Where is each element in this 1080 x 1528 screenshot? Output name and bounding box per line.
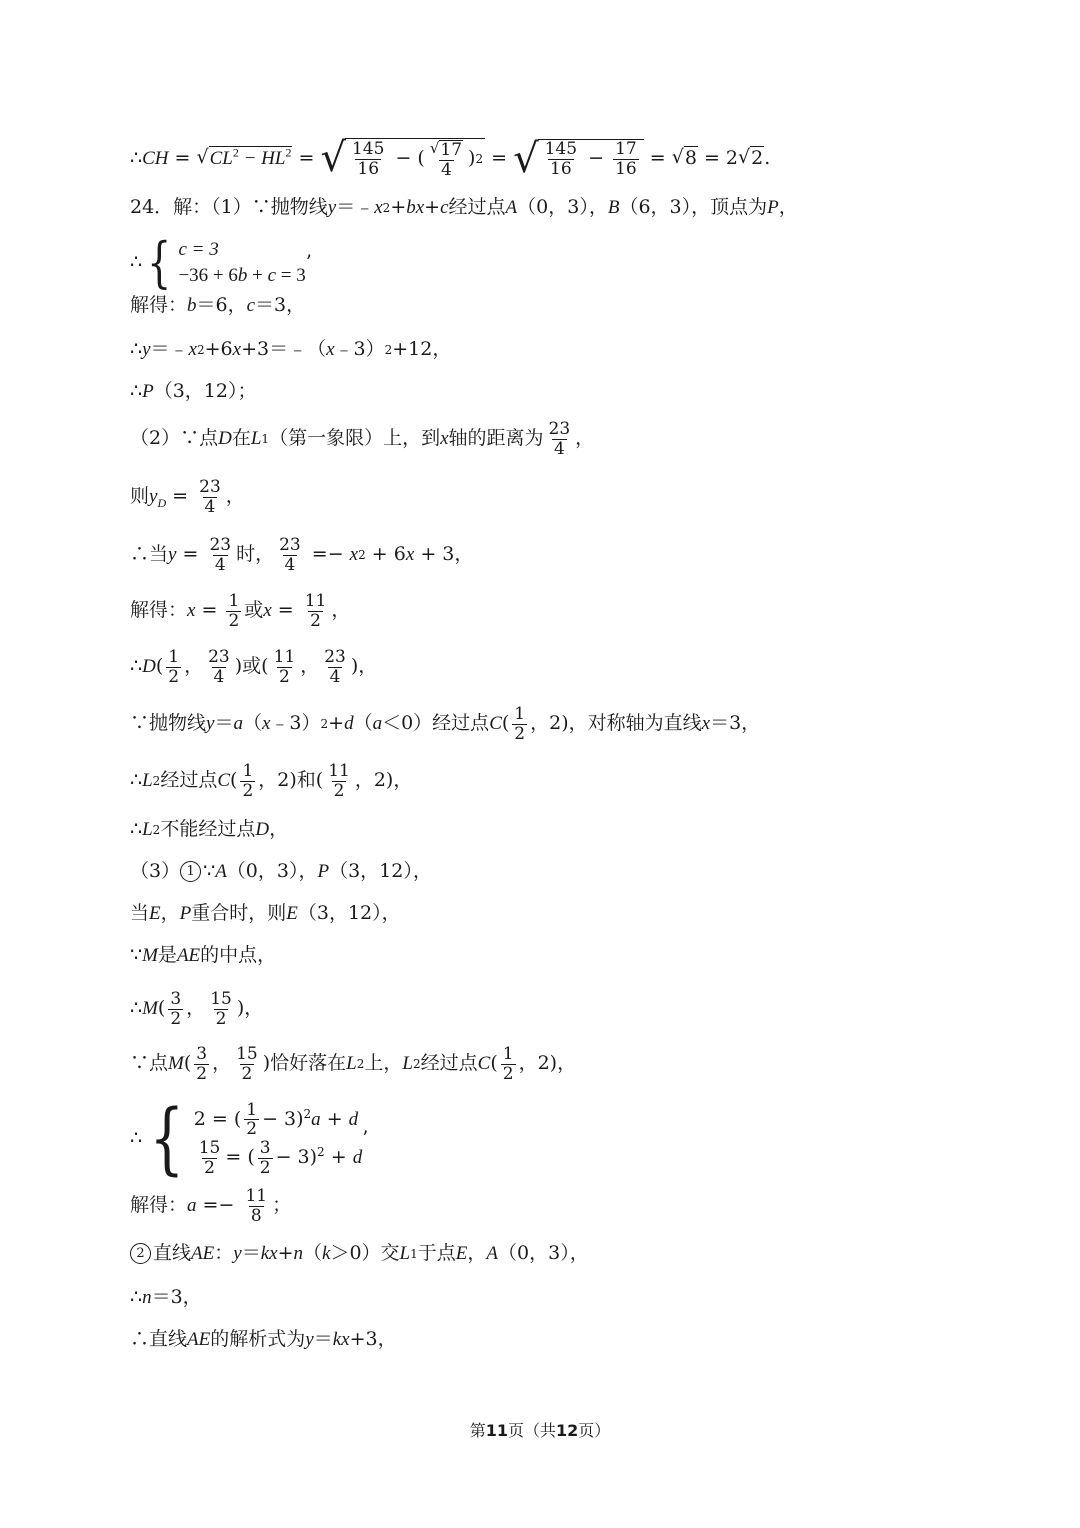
page-footer: 第11页（共12页） [469,1421,611,1440]
line-solve-bc: 解得： b ＝6， c ＝3， [130,294,306,316]
line-ch: ∴ CH = √ $CL^2 - HL^2$ = √ $\frac{145}{16}$ − ( √ 17 4 ) 2 = √ $\frac{145}{16}$ − $\frac{17}{16}$ = √ 8 = 2 √ 2 . [130,135,771,182]
line-line-ae: 2 直线 AE ： y ＝ kx + n （ k ＞0）交 L 1 于点 E ， A （0，3）， [130,1242,589,1266]
line-system-1: ∴ { c = 3 −36 + 6b + c = 3 ’ [130,231,312,294]
line-p: ∴ P （3，12）； [130,380,257,402]
line-system-2: ∴ { 2 = ( $\frac{1}{2}$ − 3)$^2$a + d $\frac{15}{2}$ = ( $\frac{3}{2}$ − 3)$^2$ + d ’ [130,1094,369,1184]
line-d-points: ∴ D ( $\frac{1}{2}$ ， $\frac{23}{4}$ )或( $\frac{11}{2}$ ， $\frac{23}{4}$ )， [130,647,378,687]
line-solve-a: 解得： a =− $\frac{11}{8}$ ； [130,1186,292,1226]
line-m: ∴ M ( $\frac{3}{2}$ ， $\frac{15}{2}$ )， [130,989,264,1029]
line-solve-x: 解得： x = $\frac{1}{2}$ 或 x = $\frac{11}{2}$ ， [130,591,351,631]
line-l2-points: ∴ L 2 经过点 C ( $\frac{1}{2}$ ，2)和( $\frac{11}{2}$ ，2)， [130,761,413,801]
line-e-p: 当 E ， P 重合时，则 E （3，12）， [130,902,401,924]
line-midpoint: ∵ M 是 AE 的中点， [130,944,277,966]
line-problem-24: 24．解：（1）∵抛物线 y ＝﹣ x 2 + bx + c 经过点 A （0，3）， B （6，3），顶点为 P ， [130,196,798,218]
line-m-on-l2: ∵点 M ( $\frac{3}{2}$ ， $\frac{15}{2}$ )恰好落在 L 2 上， L 2 经过点 C ( $\frac{1}{2}$ ，2)， [130,1044,577,1084]
line-part-2: （2）∵点 D 在 L 1 （第一象限）上，到 x 轴的距离为 $\frac{23}{4}$ ， [130,419,595,459]
line-part-3: （3） 1 ∵ A （0，3）， P （3，12）， [130,860,432,882]
line-parabola-l2: ∵抛物线 y ＝ a （ x ﹣3） 2 + d （ a ＜0）经过点 C ( $\frac{1}{2}$ ，2)，对称轴为直线 x ＝3， [130,704,761,744]
line-l2-not-d: ∴ L 2 不能经过点 D ， [130,818,289,840]
line-when-y: ∴当 y = $\frac{23}{4}$ 时， $\frac{23}{4}$ =− x 2 + 6 x + 3， [130,535,474,575]
line-n: ∴ n ＝3， [130,1286,202,1308]
line-yd: 则 $y_D$ = $\frac{23}{4}$ ， [130,477,245,517]
line-vertex-form: ∴ y ＝﹣ x 2 +6 x +3＝﹣（ x ﹣3） 2 +12， [130,338,452,360]
line-ae-expression: ∴直线 AE 的解析式为 y ＝ kx +3， [130,1328,397,1350]
